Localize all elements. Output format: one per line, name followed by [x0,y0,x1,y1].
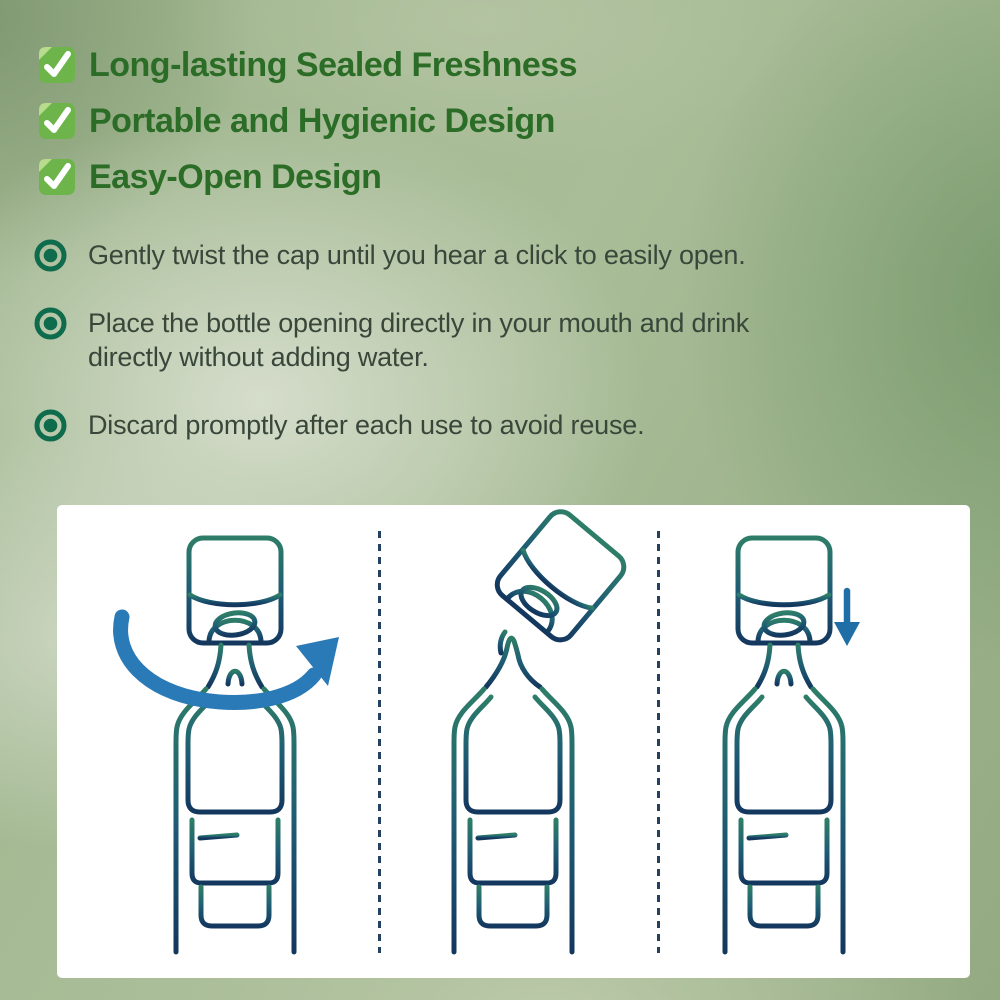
feature-label: Easy-Open Design [89,158,382,196]
bottle-twist-cap-illustration [85,505,385,965]
checkbox-icon [38,158,76,196]
instruction-text: Place the bottle opening directly in your mouth and drink directly without adding water. [88,308,750,372]
feature-label: Long-lasting Sealed Freshness [89,46,578,84]
checkbox-icon [38,102,76,140]
bullseye-icon [34,239,67,272]
feature-item [38,46,577,84]
instruction-item [34,238,746,272]
bullseye-icon [34,307,67,340]
tilted-cap [492,506,630,646]
down-arrow-icon [834,591,860,646]
instruction-item [34,408,644,442]
instruction-item [34,306,833,374]
twist-arrow-icon [121,617,339,702]
feature-item [38,158,381,196]
bottle-cap-removed-illustration [363,505,663,965]
feature-label: Portable and Hygienic Design [89,102,555,140]
checkbox-icon [38,46,76,84]
instruction-text: Gently twist the cap until you hear a click to easily open. [88,240,746,270]
instruction-text: Discard promptly after each use to avoid reuse. [88,410,645,440]
bottle-press-cap-illustration [634,505,934,965]
instruction-diagram-panel [57,505,970,978]
bullseye-icon [34,409,67,442]
feature-item [38,102,555,140]
